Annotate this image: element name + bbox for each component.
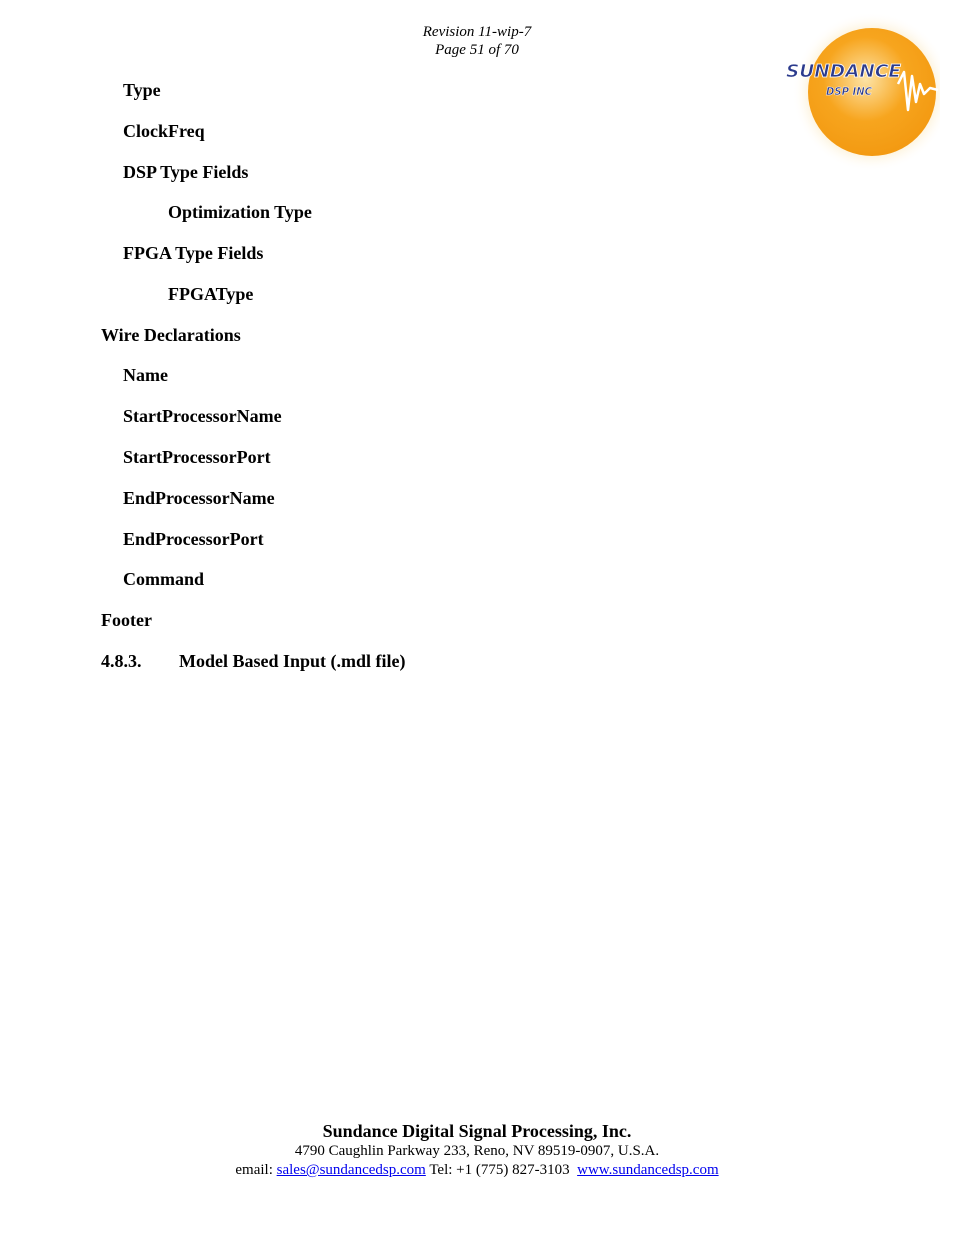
- outline-item-command: Command: [123, 569, 205, 589]
- outline-item-end-processor-name: EndProcessorName: [123, 488, 275, 508]
- outline-item-type: Type: [123, 80, 161, 100]
- outline-item-name: Name: [123, 365, 168, 385]
- footer-email-label: email:: [235, 1162, 273, 1178]
- outline-item-fpga-type-fields: FPGA Type Fields: [123, 243, 264, 263]
- section-number: 4.8.3.: [101, 651, 142, 671]
- footer-website-link[interactable]: www.sundancedsp.com: [577, 1162, 719, 1178]
- outline-item-start-processor-name: StartProcessorName: [123, 406, 282, 426]
- outline-item-start-processor-port: StartProcessorPort: [123, 447, 271, 467]
- outline-item-footer: Footer: [101, 610, 152, 630]
- footer-tel: Tel: +1 (775) 827-3103: [429, 1162, 570, 1178]
- logo-word-top: SUNDANCE: [786, 61, 902, 82]
- sundance-logo: [780, 14, 940, 172]
- outline-item-optimization-type: Optimization Type: [168, 202, 312, 222]
- outline-item-dsp-type-fields: DSP Type Fields: [123, 162, 249, 182]
- page-footer: [0, 1120, 954, 1180]
- outline-item-clockfreq: ClockFreq: [123, 121, 205, 141]
- footer-contact: [0, 1161, 954, 1180]
- revision-label: Revision 11-wip-7: [422, 24, 532, 40]
- outline-item-end-processor-port: EndProcessorPort: [123, 529, 264, 549]
- logo-word-bottom: DSP INC: [826, 85, 872, 98]
- page-number: Page 51 of 70: [435, 42, 519, 58]
- footer-address: 4790 Caughlin Parkway 233, Reno, NV 89519-0907, U.S.A.: [294, 1143, 660, 1159]
- footer-company: Sundance Digital Signal Processing, Inc.: [322, 1121, 632, 1141]
- outline-item-wire-declarations: Wire Declarations: [101, 325, 241, 345]
- footer-email-link[interactable]: sales@sundancedsp.com: [276, 1162, 426, 1178]
- section-title: Model Based Input (.mdl file): [179, 651, 406, 671]
- outline-item-fpgatype: FPGAType: [168, 284, 254, 304]
